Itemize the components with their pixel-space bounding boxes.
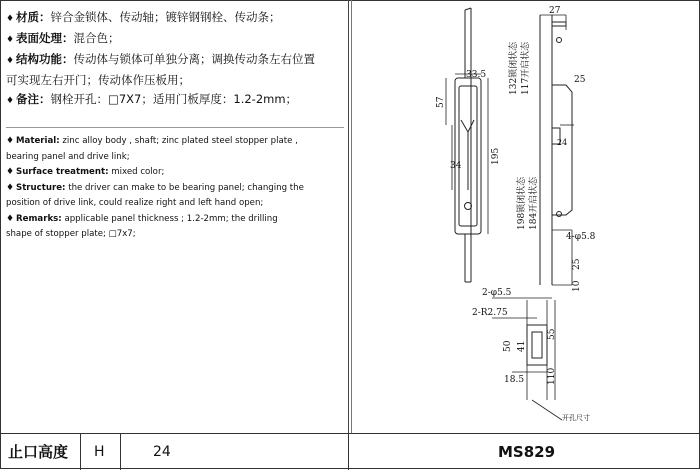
en-structure-line-2 [6, 196, 344, 212]
bullet-icon: ♦ [6, 182, 15, 193]
dim-27: 27 [549, 6, 561, 16]
dim-195: 195 [491, 147, 501, 165]
en-remarks-line-2 [6, 227, 344, 243]
front-view [446, 8, 488, 282]
h-label: H [94, 444, 105, 460]
height-label: 止口高度 [8, 443, 69, 461]
cutout-label: 开孔尺寸 [562, 414, 590, 422]
cn-remarks-label: 备注： [16, 92, 51, 106]
en-surface-line [6, 165, 344, 181]
dim-110: 110 [547, 367, 557, 385]
dim-55: 55 [547, 328, 557, 340]
h-value: 24 [153, 444, 171, 460]
dim-41: 41 [517, 340, 527, 352]
open-117: 117开启状态 [521, 41, 531, 95]
cn-structure-line [6, 50, 344, 71]
bullet-icon: ♦ [6, 167, 15, 177]
cn-surface-text: 混合色； [73, 31, 120, 45]
section-divider [6, 127, 344, 128]
cn-structure-text-2: 可实现左右开门；传动体作压板用； [6, 73, 190, 87]
en-surface-label: Surface treatment: [16, 167, 109, 177]
dim-25: 25 [574, 75, 586, 85]
bullet-icon: ♦ [6, 56, 15, 66]
en-material-line-2 [6, 150, 344, 166]
en-surface-text: mixed color; [108, 167, 165, 177]
dim-24: 24 [557, 138, 568, 147]
dim-18-5: 18.5 [504, 375, 525, 385]
cn-remarks-line [6, 90, 344, 111]
en-remarks-label: Remarks: [16, 213, 62, 224]
side-view [540, 15, 574, 285]
drawing-svg [352, 0, 698, 433]
column-divider [348, 0, 349, 433]
bullet-icon: ♦ [6, 14, 15, 24]
bullet-icon: ♦ [6, 136, 15, 146]
spec-panel [6, 8, 344, 243]
en-material-line [6, 134, 344, 150]
dim-4phi58: 4-φ5.8 [566, 232, 596, 242]
cn-surface-label: 表面处理： [16, 31, 74, 45]
en-structure-label: Structure: [16, 182, 66, 193]
cn-structure-label: 结构功能： [16, 52, 74, 66]
cn-structure-line-2 [6, 71, 344, 90]
en-structure-text: the driver can make to be bearing panel; changing the [65, 182, 304, 193]
en-structure-line [6, 181, 344, 197]
footer-divider [348, 434, 349, 470]
model-number: MS829 [498, 443, 556, 461]
dim-25b: 25 [572, 258, 582, 270]
dim-34: 34 [450, 161, 462, 171]
bullet-icon: ♦ [6, 96, 15, 106]
dim-2r275: 2-R2.75 [472, 308, 508, 318]
footer-divider [80, 434, 81, 470]
en-material-text-2: bearing panel and drive link; [6, 151, 130, 162]
cn-material-text: 锌合金锁体、传动轴；镀锌钢钢栓、传动条； [50, 10, 281, 24]
technical-drawing [352, 0, 698, 433]
bullet-icon: ♦ [6, 35, 15, 45]
closed-198: 198锁闭状态 [517, 176, 527, 230]
en-remarks-text-2: shape of stopper plate; □7x7; [6, 229, 136, 239]
cn-surface-line [6, 29, 344, 50]
cn-remarks-text: 钢栓开孔：□7X7；适用门板厚度：1.2-2mm； [50, 92, 298, 106]
en-material-text: zinc alloy body , shaft; zinc plated steel stopper plate , [59, 136, 298, 146]
dim-57: 57 [436, 96, 446, 108]
en-remarks-line [6, 212, 344, 228]
open-184: 184开启状态 [529, 176, 539, 230]
footer-bar [0, 433, 700, 470]
dim-10: 10 [572, 280, 582, 292]
en-material-label: Material: [16, 136, 60, 146]
dim-33-5: 33.5 [466, 70, 487, 80]
en-remarks-text: applicable panel thickness ; 1.2-2mm; the drilling [61, 213, 278, 224]
closed-132: 132锁闭状态 [509, 41, 519, 95]
cn-material-label: 材质： [16, 10, 51, 24]
bullet-icon: ♦ [6, 213, 15, 224]
dim-2phi55: 2-φ5.5 [482, 288, 512, 298]
footer-divider [120, 434, 121, 470]
cn-structure-text: 传动体与锁体可单独分离；调换传动条左右位置 [73, 52, 315, 66]
cn-material-line [6, 8, 344, 29]
en-structure-text-2: position of drive link, could realize right and left hand open; [6, 198, 264, 208]
dim-50: 50 [503, 340, 513, 352]
